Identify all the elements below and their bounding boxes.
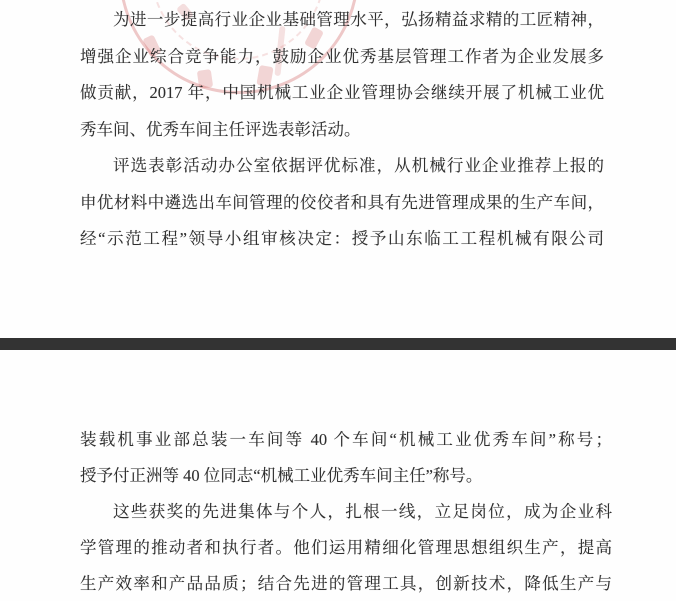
page1-text-block [80, 2, 604, 258]
text-line: 授予付正洲等 40 位同志“机械工业优秀车间主任”称号。 [80, 466, 483, 485]
text-line: 评选表彰活动办公室依据评优标准，从机械行业企业推荐上报的 [113, 156, 604, 175]
page2-text-block [80, 422, 612, 602]
text-line: 秀车间、优秀车间主任评选表彰活动。 [80, 119, 361, 139]
text-line: 装载机事业部总装一车间等 40 个车间“机械工业优秀车间”称号； [80, 430, 612, 449]
text-line: 学管理的推动者和执行者。他们运用精细化管理思想组织生产，提高 [80, 538, 612, 557]
text-line: 生产效率和产品品质；结合先进的管理工具，创新技术，降低生产与 [80, 574, 612, 593]
text-line: 经“示范工程”领导小组审核决定：授予山东临工工程机械有限公司 [80, 229, 604, 248]
text-line: 做贡献，2017 年，中国机械工业企业管理协会继续开展了机械工业优 [80, 83, 604, 102]
text-line: 这些获奖的先进集体与个人，扎根一线，立足岗位，成为企业科 [113, 502, 612, 521]
text-line: 增强企业综合竞争能力，鼓励企业优秀基层管理工作者为企业发展多 [80, 46, 604, 66]
text-line: 为进一步提高行业企业基础管理水平，弘扬精益求精的工匠精神， [113, 10, 604, 29]
text-line: 申优材料中遴选出车间管理的佼佼者和具有先进管理成果的生产车间， [80, 192, 604, 212]
page-break-bar [0, 338, 676, 350]
